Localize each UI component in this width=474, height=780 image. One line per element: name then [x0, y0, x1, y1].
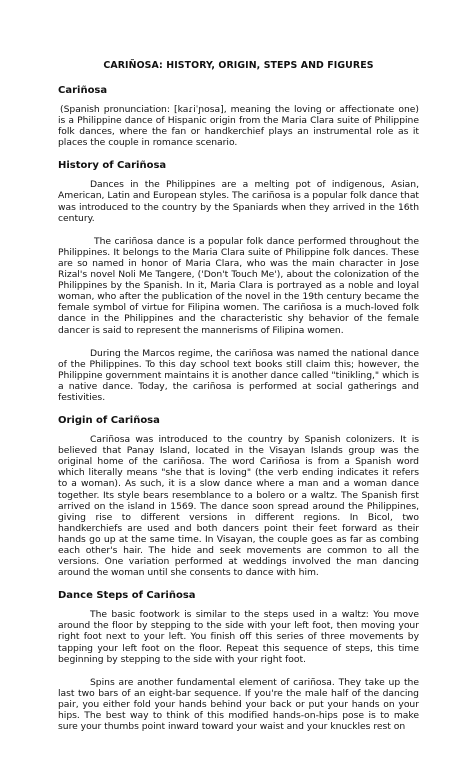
paragraph-steps-1: The basic footwork is similar to the steps used in a waltz: You move around the floor by stepping to the side with your left foot, then moving your right foot next to your left. You finish off this series of three movements by tapping your left foot on the floor. Repeat this sequence of steps, this time beginning by stepping to the side with your right foot. [58, 609, 419, 665]
paragraph-definition: (Spanish pronunciation: [kaɾiˈɲosa], meaning the loving or affectionate one) is a Philippine dance of Hispanic origin from the Maria Clara suite of Philippine folk dances, where the fan or handkerchief plays an instrumental role as it places the couple in romance scenario. [58, 104, 419, 149]
document-title: CARIÑOSA: HISTORY, ORIGIN, STEPS AND FIGURES [103, 60, 374, 71]
section-heading-dance-steps: Dance Steps of Cariñosa [58, 590, 196, 602]
section-heading-carinosa: Cariñosa [58, 85, 108, 96]
section-heading-origin: Origin of Cariñosa [58, 415, 160, 427]
paragraph-origin-1: Cariñosa was introduced to the country by Spanish colonizers. It is believed that Panay Island, located in the Visayan Islands group was the original home of the cariñosa. The word Cariñosa is from a Spanish word which literally means "she that is loving" (the verb ending indicates it refers to a woman). As such, it is a slow dance where a man and a woman dance together. Its style bears resemblance to a bolero or a waltz. The Spanish first arrived on the island in 1569. The dance soon spread around the Philippines, giving rise to different versions in different regions. In Bicol, two handkerchiefs are used and both dancers point their feet forward as their hands go up at the same time. In Visayan, the couple goes as far as combing each other's hair. The hide and seek movements are common to all the versions. One variation performed at weddings involved the man dancing around the woman until she consents to dance with him. [58, 434, 419, 579]
paragraph-steps-2: Spins are another fundamental element of cariñosa. They take up the last two bars of an eight-bar sequence. If you're the male half of the dancing pair, you either fold your hands behind your back or put your hands on your hips. The best way to think of this modified hands-on-hips pose is to make sure your thumbs point inward toward your waist and your knuckles rest on [58, 676, 419, 733]
paragraph-history-3: During the Marcos regime, the cariñosa was named the national dance of the Philippines. To this day school text books still claim this; however, the Philippine government maintains it is another dance called "tinikling," which is a native dance. Today, the cariñosa is performed at social gatherings and festivities. [58, 347, 419, 403]
paragraph-history-1: Dances in the Philippines are a melting pot of indigenous, Asian, American, Latin and European styles. The cariñosa is a popular folk dance that was introduced to the country by the Spaniards when they arrived in the 16th century. [58, 179, 420, 224]
section-heading-history: History of Cariñosa [58, 160, 167, 172]
paragraph-history-2: The cariñosa dance is a popular folk dance performed throughout the Philippines. It belongs to the Maria Clara suite of Philippine folk dances. These are so named in honor of Maria Clara, who was the main character in Jose Rizal's novel Noli Me Tangere, ('Don't Touch Me'), about the colonization of the Philippines by the Spanish. In it, Maria Clara is portrayed as a noble and loyal woman, who after the publication of the novel in the 19th century became the female symbol of virtue for Filipina women. The cariñosa is a much-loved folk dance in the Philippines and the characteristic shy behavior of the female dancer is said to represent the mannerisms of Filipina women. [58, 235, 419, 336]
